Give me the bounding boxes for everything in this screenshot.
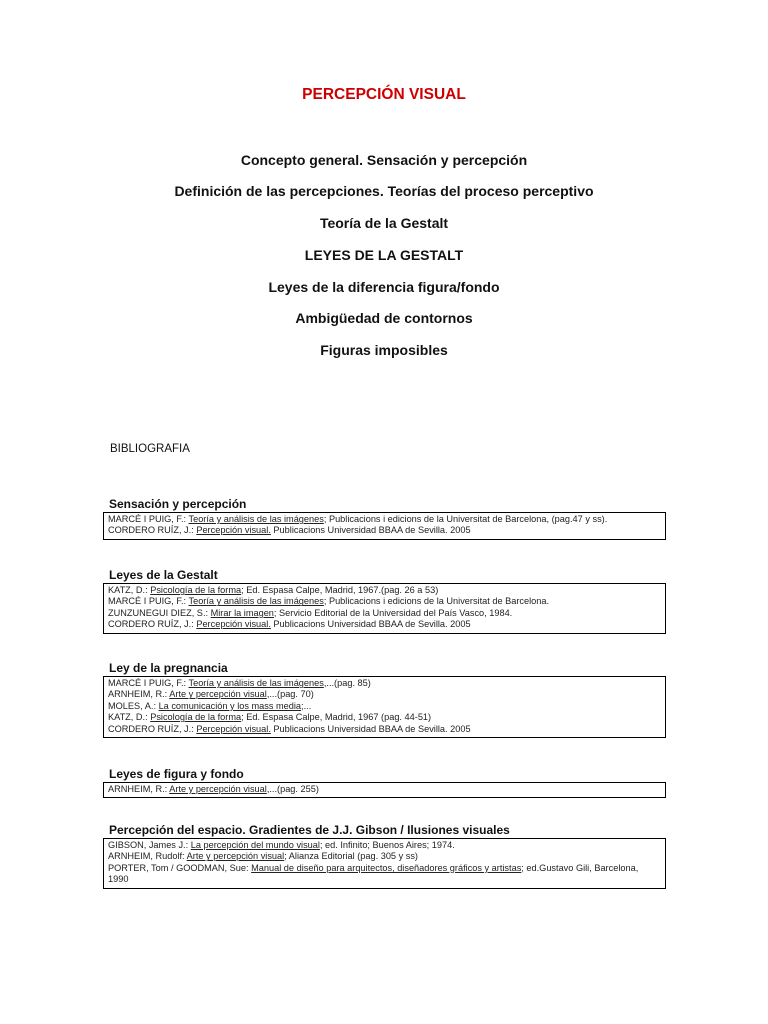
topic-heading: Teoría de la Gestalt	[319, 215, 449, 231]
reference-details: ; Alianza Editorial (pag. 305 y ss)	[284, 851, 418, 862]
reference-author: KATZ, D.:	[108, 712, 151, 723]
reference-details: ;...	[301, 700, 312, 711]
reference-work: Percepción visual.	[196, 525, 271, 536]
topic-heading: Leyes de la diferencia figura/fondo	[268, 279, 500, 295]
reference-box	[103, 512, 666, 540]
bibliography-section	[103, 823, 666, 889]
reference-details: ; Ed. Espasa Calpe, Madrid, 1967 (pag. 44-51)	[241, 712, 432, 723]
reference-work: Arte y percepción visual	[169, 784, 267, 794]
reference-details: ; Publicacions i edicions de la Universitat de Barcelona.	[323, 596, 550, 607]
reference-details: Publicacions Universidad BBAA de Sevilla. 2005	[270, 723, 471, 734]
reference-work: Psicología de la forma	[150, 585, 242, 595]
section-title: Sensación y percepción	[109, 497, 247, 511]
reference-entry	[108, 712, 661, 723]
reference-box	[103, 676, 666, 738]
bibliography-section	[103, 568, 666, 634]
reference-author: CORDERO RUÍZ, J.:	[108, 723, 197, 734]
reference-details: ; Ed. Espasa Calpe, Madrid, 1967.(pag. 26 a 53)	[241, 585, 439, 595]
reference-work: Arte y percepción visual	[186, 851, 285, 862]
section-title: Leyes de figura y fondo	[109, 767, 244, 781]
reference-entry	[108, 863, 661, 886]
reference-work: Mirar la imagen	[210, 607, 274, 618]
reference-details: ,...(pag. 70)	[266, 689, 314, 700]
reference-author: PORTER, Tom / GOODMAN, Sue:	[108, 862, 252, 873]
reference-author: MARCÉ I PUIG, F.:	[108, 678, 189, 688]
reference-details: Publicacions Universidad BBAA de Sevilla. 2005	[270, 525, 471, 536]
reference-entry	[108, 701, 661, 712]
section-title: Percepción del espacio. Gradientes de J.J. Gibson / Ilusiones visuales	[109, 823, 510, 837]
reference-details: ; ed.Gustavo Gili, Barcelona, 1990	[108, 862, 639, 885]
bibliography-section	[103, 497, 666, 540]
reference-details: ; ed. Infinito; Buenos Aires; 1974.	[319, 840, 455, 850]
reference-entry	[108, 784, 661, 795]
reference-details: ,...(pag. 255)	[266, 784, 319, 794]
reference-work: Teoría y análisis de las imágenes	[188, 514, 324, 524]
reference-work: La percepción del mundo visual	[190, 840, 320, 850]
bibliography-section	[103, 661, 666, 738]
topic-heading: Ambigüedad de contornos	[295, 310, 473, 326]
reference-author: GIBSON, James J.:	[108, 840, 191, 850]
reference-box	[103, 583, 666, 634]
reference-entry	[108, 689, 661, 700]
reference-author: ARNHEIM, R.:	[108, 784, 170, 794]
reference-work: La comunicación y los mass media	[158, 700, 302, 711]
reference-entry	[108, 585, 661, 596]
reference-author: KATZ, D.:	[108, 585, 151, 595]
bibliography-heading: BIBLIOGRAFIA	[110, 443, 190, 455]
reference-work: Teoría y análisis de las imágenes	[188, 596, 324, 607]
reference-author: CORDERO RUÍZ, J.:	[108, 619, 197, 630]
reference-box	[103, 782, 666, 798]
topic-heading: Concepto general. Sensación y percepción	[240, 152, 528, 168]
reference-author: ARNHEIM, Rudolf:	[108, 851, 187, 862]
reference-author: MARCÉ I PUIG, F.:	[108, 514, 189, 524]
section-title: Ley de la pregnancia	[109, 661, 228, 675]
topic-heading: LEYES DE LA GESTALT	[304, 247, 464, 263]
reference-entry	[108, 596, 661, 607]
section-title: Leyes de la Gestalt	[109, 568, 218, 582]
reference-details: Publicacions Universidad BBAA de Sevilla. 2005	[270, 619, 471, 630]
reference-author: MARCÉ I PUIG, F.:	[108, 596, 189, 607]
reference-entry	[108, 851, 661, 862]
reference-author: MOLES, A.:	[108, 700, 159, 711]
reference-work: Percepción visual.	[196, 619, 271, 630]
topic-heading: Definición de las percepciones. Teorías del proceso perceptivo	[174, 183, 594, 199]
reference-work: Psicología de la forma	[150, 712, 242, 723]
reference-entry	[108, 724, 661, 735]
reference-author: ZUNZUNEGUI DIEZ, S.:	[108, 607, 211, 618]
bibliography-section	[103, 767, 666, 798]
reference-author: CORDERO RUÍZ, J.:	[108, 525, 197, 536]
reference-work: Teoría y análisis de las imágenes	[188, 678, 324, 688]
reference-entry	[108, 678, 661, 689]
reference-box	[103, 838, 666, 889]
reference-entry	[108, 514, 661, 525]
reference-entry	[108, 608, 661, 619]
reference-work: Percepción visual.	[196, 723, 271, 734]
topic-heading: Figuras imposibles	[320, 342, 448, 358]
reference-details: ,...(pag. 85)	[323, 678, 371, 688]
reference-entry	[108, 525, 661, 536]
reference-entry	[108, 619, 661, 630]
page-title: PERCEPCIÓN VISUAL	[302, 86, 466, 103]
reference-work: Manual de diseño para arquitectos, diseñadores gráficos y artistas	[251, 862, 522, 873]
reference-entry	[108, 840, 661, 851]
reference-author: ARNHEIM, R.:	[108, 689, 170, 700]
reference-details: ; Publicacions i edicions de la Universitat de Barcelona, (pag.47 y ss).	[323, 514, 608, 524]
reference-work: Arte y percepción visual	[169, 689, 267, 700]
reference-details: ; Servicio Editorial de la Universidad del País Vasco, 1984.	[273, 607, 513, 618]
